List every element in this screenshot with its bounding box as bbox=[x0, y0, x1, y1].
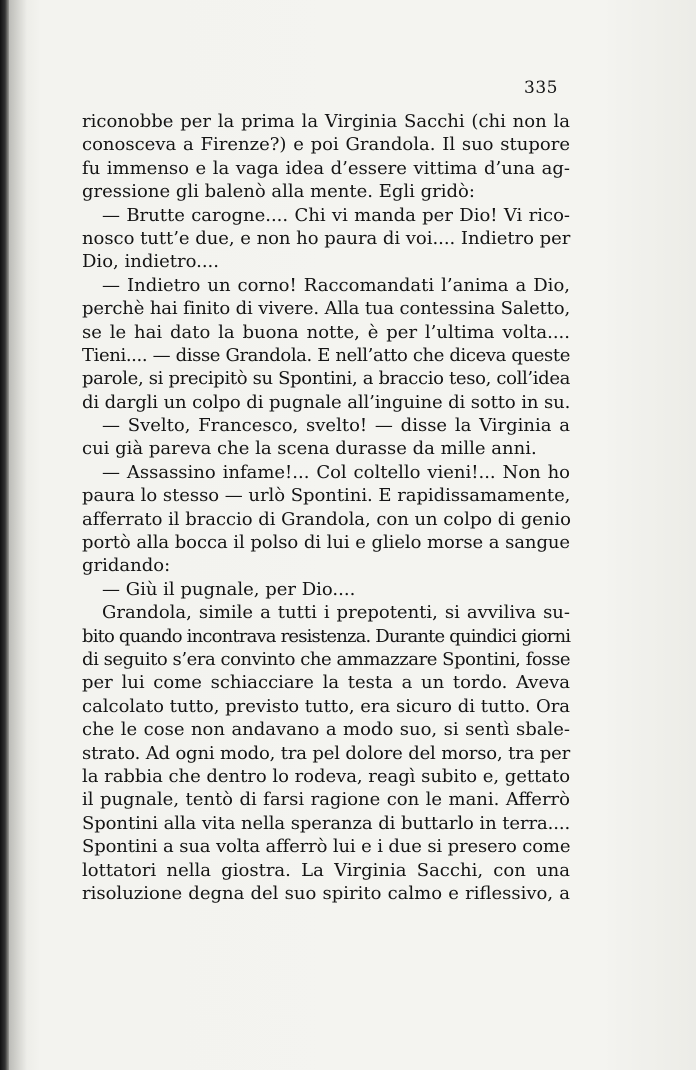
text-line: Spontini a sua volta afferrò lui e i due si presero come bbox=[82, 836, 571, 858]
text-line: che le cose non andavano a modo suo, si sentì sbale- bbox=[82, 719, 570, 741]
text-line: parole, si precipitò su Spontini, a braccio teso, coll’idea bbox=[82, 368, 570, 390]
text-line: fu immenso e la vaga idea d’essere vittima d’una ag- bbox=[82, 157, 570, 179]
text-line: di seguito s’era convinto che ammazzare Spontini, fosse bbox=[82, 648, 571, 670]
text-line: lottatori nella giostra. La Virginia Sacchi, con una bbox=[82, 859, 570, 881]
text-line: di dargli un colpo di pugnale all’inguine di sotto in su. bbox=[82, 391, 571, 413]
text-line: riconobbe per la prima la Virginia Sacchi (chi non la bbox=[82, 111, 570, 132]
text-line: il pugnale, tentò di farsi ragione con le mani. Afferrò bbox=[82, 789, 570, 811]
text-line: per lui come schiacciare la testa a un tordo. Aveva bbox=[82, 672, 570, 694]
page-number: 335 bbox=[524, 78, 558, 98]
text-line: perchè hai finito di vivere. Alla tua contessina Saletto, bbox=[82, 298, 571, 320]
text-line: bito quando incontrava resistenza. Durante quindici giorni bbox=[82, 625, 571, 647]
text-line: strato. Ad ogni modo, tra pel dolore del morso, tra per bbox=[82, 742, 571, 764]
text-line: Spontini alla vita nella speranza di buttarlo in terra.... bbox=[82, 812, 571, 834]
text-line: se le hai dato la buona notte, è per l’ultima volta.... bbox=[82, 321, 570, 343]
text-line: — Giù il pugnale, per Dio.... bbox=[102, 578, 356, 600]
text-line: nosco tutt’e due, e non ho paura di voi.... Indietro per bbox=[82, 227, 571, 249]
spine-shadow bbox=[9, 0, 27, 1070]
text-line: afferrato il braccio di Grandola, con un colpo di genio bbox=[82, 508, 571, 530]
text-line: portò alla bocca il polso di lui e glielo morse a sangue bbox=[82, 532, 570, 554]
text-line: — Brutte carogne.... Chi vi manda per Dio! Vi rico- bbox=[102, 204, 570, 226]
text-line: — Svelto, Francesco, svelto! — disse la Virginia a bbox=[102, 415, 570, 437]
text-line: — Indietro un corno! Raccomandati l’anima a Dio, bbox=[102, 274, 570, 296]
text-line: paura lo stesso — urlò Spontini. E rapidissamamente, bbox=[82, 485, 571, 507]
text-line: Dio, indietro.... bbox=[82, 251, 219, 273]
text-line: Tieni.... — disse Grandola. E nell’atto che diceva queste bbox=[82, 344, 570, 366]
book-spine bbox=[0, 0, 9, 1070]
text-line: calcolato tutto, previsto tutto, era sicuro di tutto. Ora bbox=[82, 695, 570, 717]
text-line: gridando: bbox=[82, 555, 171, 577]
text-line: conosceva a Firenze?) e poi Grandola. Il suo stupore bbox=[82, 134, 570, 156]
text-line: Grandola, simile a tutti i prepotenti, si avviliva su- bbox=[102, 602, 570, 624]
text-line: cui già pareva che la scena durasse da mille anni. bbox=[82, 438, 537, 460]
text-line: — Assassino infame!... Col coltello vieni!... Non ho bbox=[102, 461, 570, 483]
text-line: gressione gli balenò alla mente. Egli gridò: bbox=[82, 181, 475, 203]
text-line: risoluzione degna del suo spirito calmo e riflessivo, a bbox=[82, 882, 570, 904]
text-line: la rabbia che dentro lo rodeva, reagì subito e, gettato bbox=[82, 765, 570, 787]
body-text bbox=[82, 110, 570, 905]
